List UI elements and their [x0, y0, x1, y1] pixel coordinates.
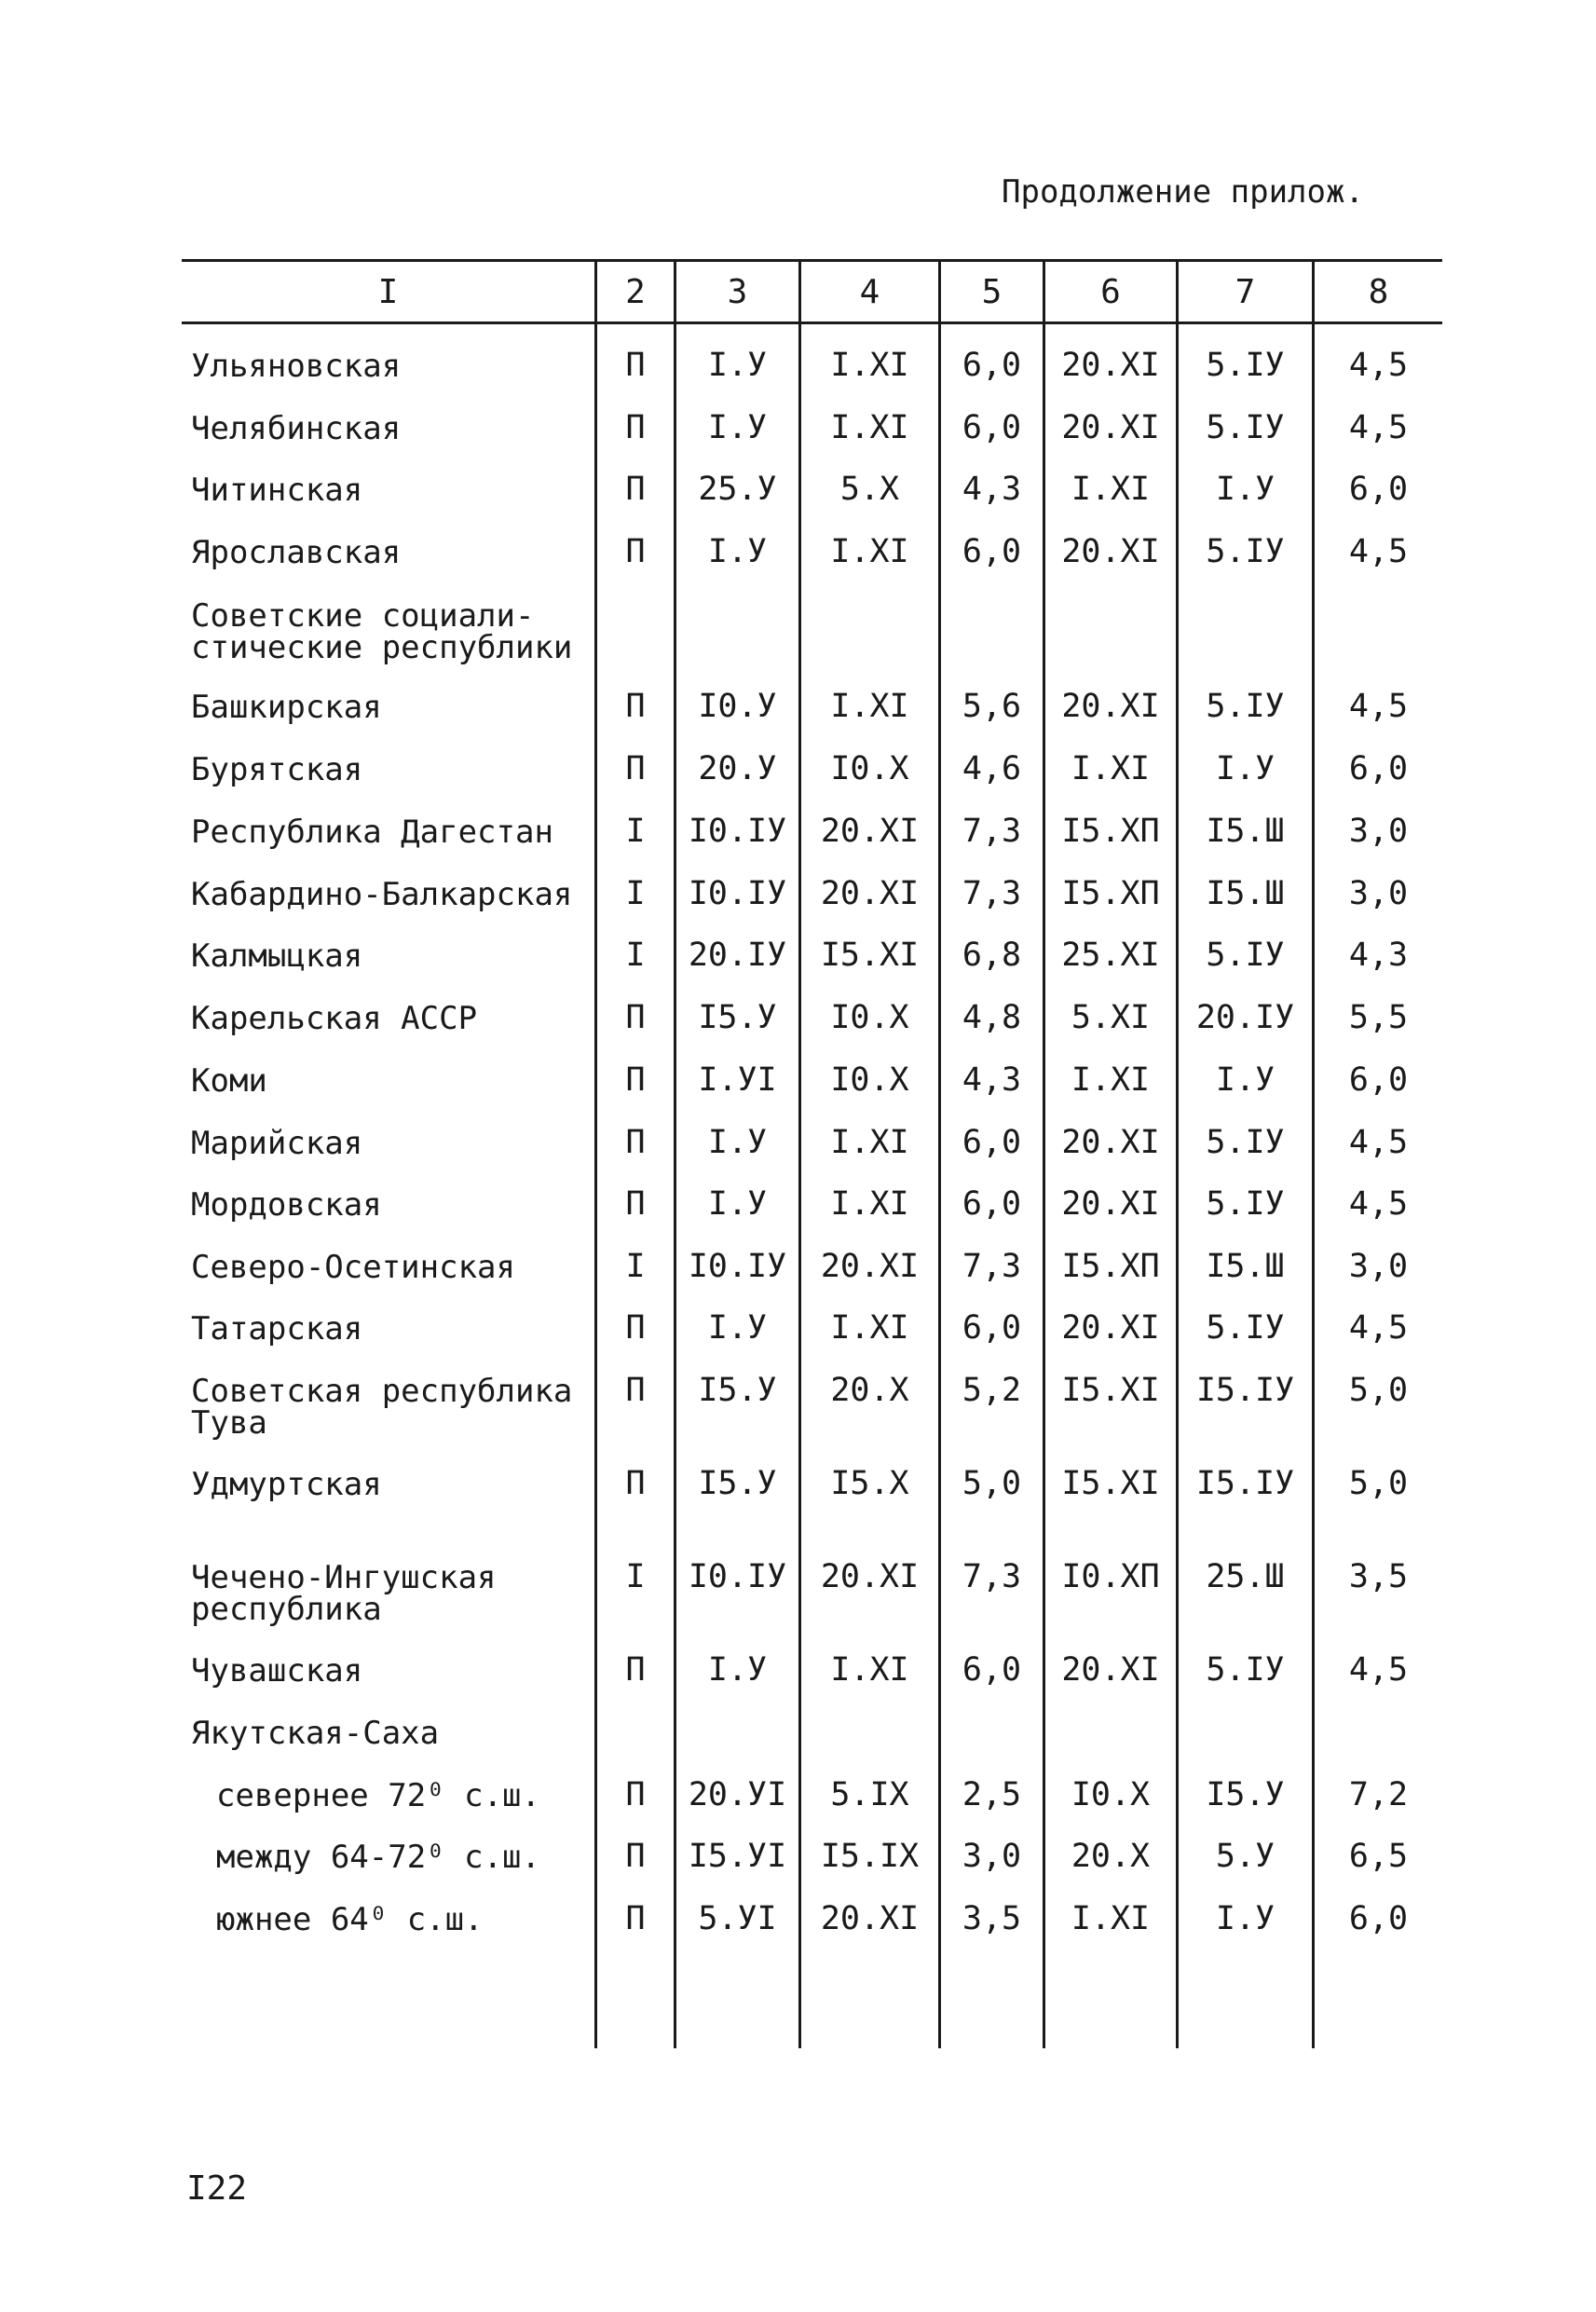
table-cell: I.У	[707, 409, 768, 446]
table-cell: 4,8	[962, 999, 1022, 1036]
row-name: Чувашская	[191, 1652, 363, 1690]
table-cell: 5.XI	[1071, 999, 1151, 1036]
table-cell: 6,0	[1348, 750, 1409, 787]
table-cell: 5.У	[1215, 1838, 1275, 1875]
table-cell: 20.XI	[1061, 533, 1160, 570]
table-cell: 20.XI	[1061, 688, 1160, 725]
table-cell: 4,3	[1348, 937, 1409, 974]
table-cell: I.XI	[1071, 750, 1151, 787]
table-cell: I5.XП	[1061, 875, 1160, 912]
row-name: Чечено-Ингушская республика	[191, 1559, 497, 1628]
table-cell: 20.XI	[1061, 347, 1160, 384]
table-cell: П	[625, 1124, 646, 1161]
row-name: Коми	[191, 1062, 267, 1100]
table-cell: I5.XI	[1061, 1465, 1160, 1502]
table-cell: 5,2	[962, 1372, 1022, 1409]
table-cell: 5.УI	[698, 1900, 777, 1937]
row-name: Кабардино-Балкарская	[191, 876, 573, 913]
table-cell: 20.XI	[1061, 409, 1160, 446]
table-top-rule	[182, 259, 1442, 262]
table-cell: 3,5	[962, 1900, 1022, 1937]
table-cell: 5,0	[962, 1465, 1022, 1502]
row-name: Ульяновская	[191, 348, 402, 385]
table-cell: 5.IУ	[1206, 937, 1285, 974]
table-cell: 2,5	[962, 1776, 1022, 1813]
table-cell: 5.IУ	[1206, 688, 1285, 725]
table-cell: 3,0	[962, 1838, 1022, 1875]
table-cell: 20.XI	[1061, 1651, 1160, 1689]
row-name: Татарская	[191, 1310, 363, 1348]
table-cell: 5.X	[839, 471, 900, 508]
row-name: Бурятская	[191, 751, 363, 788]
table-cell: 4,3	[962, 471, 1022, 508]
header-cell: 6	[1100, 272, 1121, 311]
table-cell: 4,5	[1348, 688, 1409, 725]
table-cell: I5.IУ	[1195, 1465, 1295, 1502]
table-cell: 4,5	[1348, 1651, 1409, 1689]
table-cell: П	[625, 1838, 646, 1875]
table-cell: 5,0	[1348, 1465, 1409, 1502]
table-cell: I0.У	[698, 688, 777, 725]
row-name: Советские социали- стические республики	[191, 597, 573, 666]
table-cell: I	[625, 813, 646, 850]
table-cell: П	[625, 1900, 646, 1937]
table-cell: 5.IУ	[1206, 347, 1285, 384]
table-cell: I0.X	[830, 1061, 909, 1099]
table-cell: П	[625, 1776, 646, 1813]
table-cell: 6,0	[1348, 471, 1409, 508]
table-cell: 20.XI	[820, 1558, 920, 1595]
table-cell: 5,5	[1348, 999, 1409, 1036]
row-name: Советская республика Тува	[191, 1373, 573, 1442]
table-cell: I0.IУ	[688, 875, 787, 912]
table-cell: 6,0	[962, 1309, 1022, 1347]
table-cell: I5.У	[698, 1372, 777, 1409]
table-cell: П	[625, 533, 646, 570]
row-name: Башкирская	[191, 689, 382, 726]
table-cell: 6,0	[962, 409, 1022, 446]
table-cell: I5.X	[830, 1465, 909, 1502]
table-cell: 4,3	[962, 1061, 1022, 1099]
table-cell: 5.IУ	[1206, 1309, 1285, 1347]
table-cell: 20.X	[830, 1372, 909, 1409]
row-name: Калмыцкая	[191, 937, 363, 975]
table-cell: I	[625, 1248, 646, 1285]
table-cell: I	[625, 875, 646, 912]
table-cell: 4,5	[1348, 347, 1409, 384]
table-cell: I.У	[707, 1309, 768, 1347]
table-cell: 20.XI	[1061, 1309, 1160, 1347]
table-cell: П	[625, 409, 646, 446]
table-cell: I0.IУ	[688, 1558, 787, 1595]
table-cell: 4,5	[1348, 533, 1409, 570]
table-cell: 3,0	[1348, 875, 1409, 912]
table-cell: 7,2	[1348, 1776, 1409, 1813]
table-cell: I.XI	[830, 1309, 909, 1347]
table-cell: 6,5	[1348, 1838, 1409, 1875]
row-name: между 64-72⁰ с.ш.	[216, 1839, 540, 1876]
table-cell: П	[625, 1185, 646, 1223]
table-cell: 25.XI	[1061, 937, 1160, 974]
table-cell: I.У	[1215, 1900, 1275, 1937]
table-cell: 4,5	[1348, 1185, 1409, 1223]
row-name: Марийская	[191, 1125, 363, 1162]
table-cell: I0.IУ	[688, 1248, 787, 1285]
table-cell: I5.Ш	[1206, 875, 1285, 912]
table-cell: I.XI	[830, 688, 909, 725]
table-cell: 5.IX	[830, 1776, 909, 1813]
row-name: Северо-Осетинская	[191, 1249, 515, 1286]
table-cell: I5.XП	[1061, 813, 1160, 850]
table-cell: П	[625, 1465, 646, 1502]
table-cell: П	[625, 1309, 646, 1347]
table-cell: 20.У	[698, 750, 777, 787]
page-number: I22	[186, 2169, 248, 2208]
table-cell: П	[625, 347, 646, 384]
table-cell: 20.X	[1071, 1838, 1151, 1875]
table-cell: 20.XI	[820, 1900, 920, 1937]
table-cell: 20.IУ	[1195, 999, 1295, 1036]
table-cell: П	[625, 999, 646, 1036]
table-cell: 6,0	[1348, 1061, 1409, 1099]
table-cell: I	[625, 937, 646, 974]
table-cell: I0.X	[830, 750, 909, 787]
table-cell: 25.У	[698, 471, 777, 508]
table-cell: П	[625, 1651, 646, 1689]
table-cell: 4,5	[1348, 1309, 1409, 1347]
table-cell: 6,0	[962, 1185, 1022, 1223]
table-cell: I.У	[707, 533, 768, 570]
row-name: Мордовская	[191, 1186, 382, 1224]
table-cell: I.XI	[830, 1124, 909, 1161]
row-name: Ярославская	[191, 534, 402, 571]
table-cell: 5.IУ	[1206, 1124, 1285, 1161]
header-cell: 3	[727, 272, 748, 311]
table-cell: I	[625, 1558, 646, 1595]
row-name: Республика Дагестан	[191, 814, 553, 851]
table-cell: I5.XI	[820, 937, 920, 974]
header-cell: 4	[859, 272, 880, 311]
table-cell: 20.XI	[820, 875, 920, 912]
row-name: Читинская	[191, 472, 363, 509]
table-cell: 25.Ш	[1206, 1558, 1285, 1595]
table-cell: I5.Ш	[1206, 1248, 1285, 1285]
table-cell: I.XI	[830, 1185, 909, 1223]
table-cell: 20.XI	[1061, 1124, 1160, 1161]
header-cell: 8	[1368, 272, 1389, 311]
header-cell: 7	[1235, 272, 1256, 311]
table-cell: I.У	[707, 1185, 768, 1223]
table-cell: I.XI	[830, 533, 909, 570]
row-name: Якутская-Саха	[191, 1715, 440, 1752]
header-cell: 2	[625, 272, 646, 311]
table-cell: 4,5	[1348, 409, 1409, 446]
table-cell: I.УI	[698, 1061, 777, 1099]
table-cell: I0.X	[830, 999, 909, 1036]
table-cell: 20.XI	[820, 813, 920, 850]
table-cell: I5.IX	[820, 1838, 920, 1875]
table-cell: 20.XI	[820, 1248, 920, 1285]
table-cell: I5.У	[698, 999, 777, 1036]
table-cell: 3,0	[1348, 1248, 1409, 1285]
row-name: южнее 64⁰ с.ш.	[216, 1901, 484, 1938]
table-cell: 6,0	[962, 1651, 1022, 1689]
table-cell: I.У	[707, 1651, 768, 1689]
table-cell: I.XI	[830, 409, 909, 446]
table-cell: П	[625, 750, 646, 787]
table-cell: 5.IУ	[1206, 1185, 1285, 1223]
table-cell: I.XI	[1071, 1900, 1151, 1937]
table-cell: П	[625, 1061, 646, 1099]
table-cell: I.У	[707, 1124, 768, 1161]
table-cell: П	[625, 471, 646, 508]
row-name: Удмуртская	[191, 1466, 382, 1503]
table-cell: 7,3	[962, 1558, 1022, 1595]
table-cell: 4,5	[1348, 1124, 1409, 1161]
table-cell: П	[625, 1372, 646, 1409]
table-cell: I.У	[707, 347, 768, 384]
table-cell: I0.XП	[1061, 1558, 1160, 1595]
table-cell: 6,8	[962, 937, 1022, 974]
table-cell: 6,0	[962, 1124, 1022, 1161]
table-cell: I.XI	[830, 347, 909, 384]
table-cell: 5.IУ	[1206, 533, 1285, 570]
table-cell: I5.XI	[1061, 1372, 1160, 1409]
table-cell: 5.IУ	[1206, 409, 1285, 446]
table-cell: I.У	[1215, 1061, 1275, 1099]
table-cell: 5,0	[1348, 1372, 1409, 1409]
table-cell: I5.У	[698, 1465, 777, 1502]
table-cell: I5.У	[1206, 1776, 1285, 1813]
table-cell: 20.XI	[1061, 1185, 1160, 1223]
table-cell: I0.X	[1071, 1776, 1151, 1813]
row-name: севернее 72⁰ с.ш.	[216, 1777, 540, 1814]
table-cell: I.У	[1215, 750, 1275, 787]
table-cell: 5,6	[962, 688, 1022, 725]
header-bottom-rule	[182, 321, 1442, 324]
table-cell: 7,3	[962, 813, 1022, 850]
table-cell: I.XI	[830, 1651, 909, 1689]
table-cell: 7,3	[962, 875, 1022, 912]
row-name: Карельская АССР	[191, 1000, 478, 1037]
table-cell: 6,0	[962, 347, 1022, 384]
table-cell: I.У	[1215, 471, 1275, 508]
table-cell: 20.IУ	[688, 937, 787, 974]
table-cell: 5.IУ	[1206, 1651, 1285, 1689]
table-cell: I5.УI	[688, 1838, 787, 1875]
row-name: Челябинская	[191, 410, 402, 447]
table-cell: 6,0	[1348, 1900, 1409, 1937]
table-cell: 7,3	[962, 1248, 1022, 1285]
table-cell: I0.IУ	[688, 813, 787, 850]
table-cell: 3,0	[1348, 813, 1409, 850]
header-cell: I	[377, 272, 399, 311]
table-cell: I5.XП	[1061, 1248, 1160, 1285]
table-cell: I5.IУ	[1195, 1372, 1295, 1409]
table-cell: 3,5	[1348, 1558, 1409, 1595]
table-cell: I.XI	[1071, 1061, 1151, 1099]
header-cell: 5	[981, 272, 1003, 311]
table-cell: 4,6	[962, 750, 1022, 787]
table-cell: I5.Ш	[1206, 813, 1285, 850]
table-cell: П	[625, 688, 646, 725]
continuation-heading: Продолжение прилож.	[1002, 173, 1364, 211]
table-cell: 6,0	[962, 533, 1022, 570]
table-cell: I.XI	[1071, 471, 1151, 508]
table-cell: 20.УI	[688, 1776, 787, 1813]
